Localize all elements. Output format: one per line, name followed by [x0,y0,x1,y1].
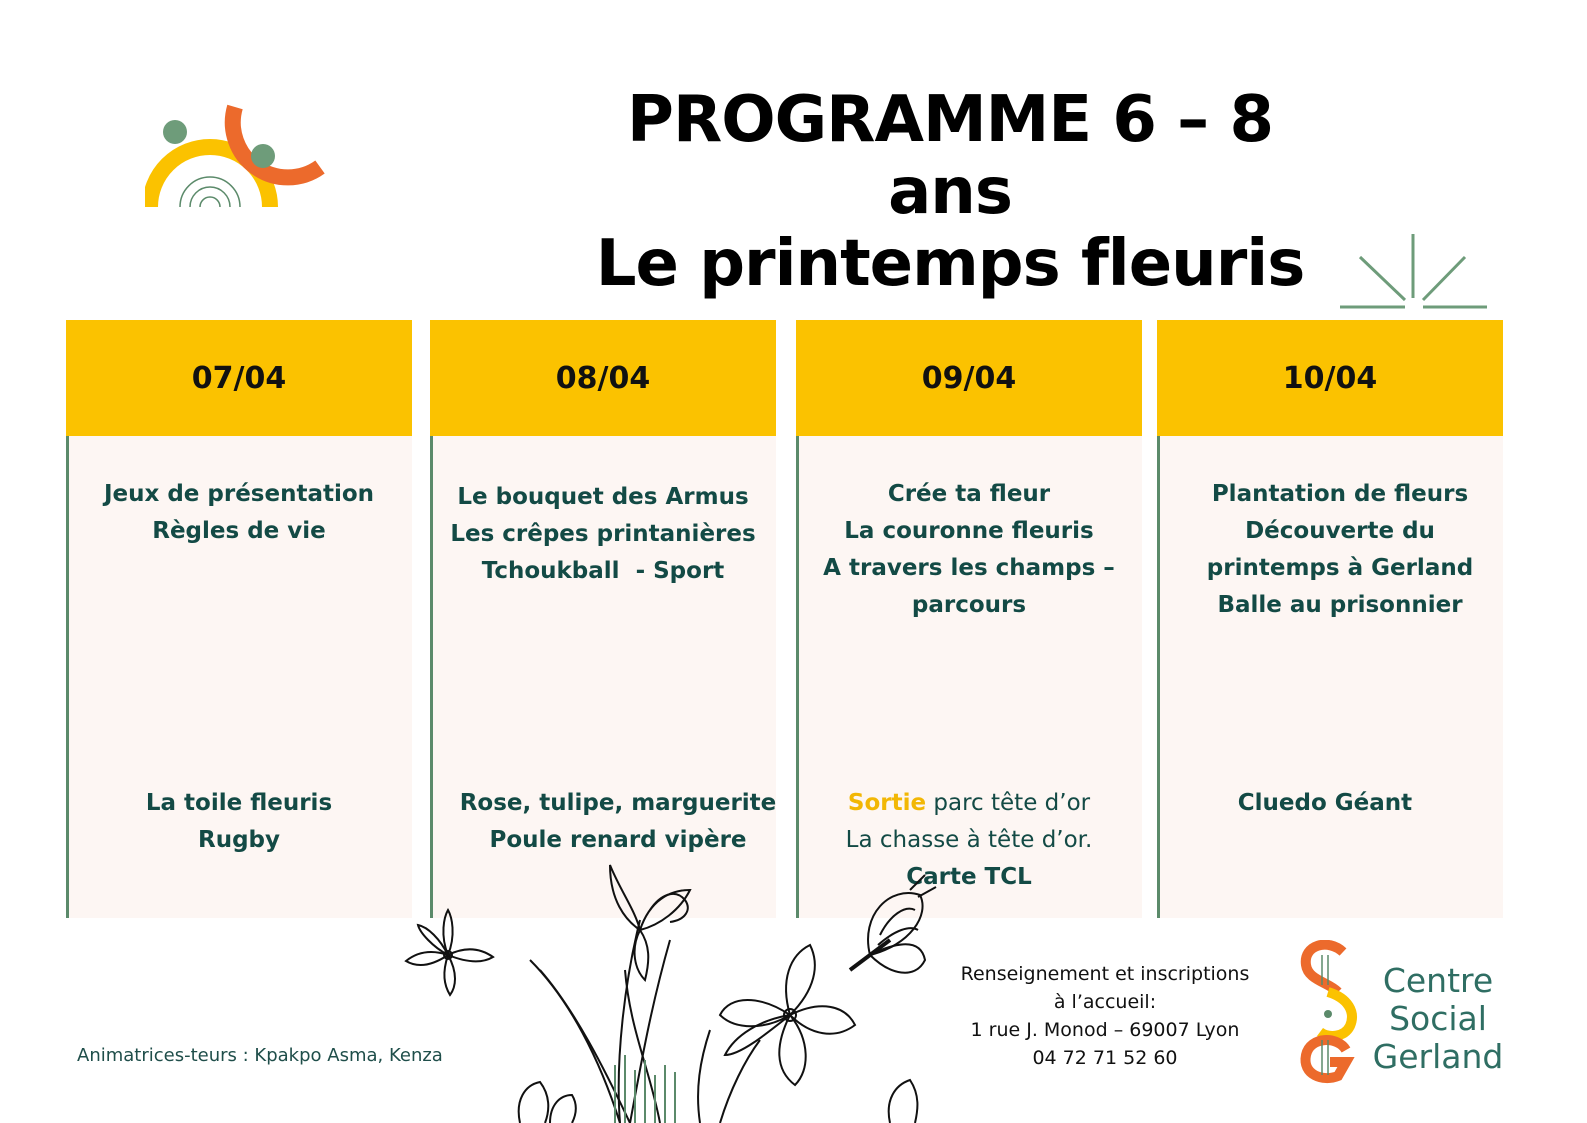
activity: printemps à Gerland [1206,555,1474,581]
activity: Carte TCL [906,864,1032,890]
column-divider [430,436,433,918]
day-date: 09/04 [796,320,1142,436]
column-divider [796,436,799,918]
morning-activities [1177,476,1503,624]
day-column-1 [66,320,412,918]
centre-social-gerland-logo-icon [1298,940,1358,1085]
morning-activities [806,476,1132,624]
activity: Poule renard vipère [489,827,747,853]
column-divider [66,436,69,918]
activity: Les crêpes printanières [450,521,756,547]
day-date: 07/04 [66,320,412,436]
phone: 04 72 71 52 60 [1032,1047,1178,1069]
activity: Cluedo Géant [1237,790,1413,816]
contact-info [945,960,1265,1072]
day-date: 10/04 [1157,320,1503,436]
activity: La toile fleuris [145,790,333,816]
title-line-2: Le printemps fleuris [595,227,1305,301]
day-date: 08/04 [430,320,776,436]
activity: Plantation de fleurs [1211,481,1469,507]
activity: Le bouquet des Armus [457,484,749,510]
day-column-3 [796,320,1142,918]
people-arc-logo-icon [145,95,335,215]
day-column-2 [430,320,776,918]
activity: A travers les champs – [823,555,1115,581]
organization-name [1368,962,1508,1076]
morning-activities [440,479,766,590]
activity: Crée ta fleur [887,481,1051,507]
activity: parcours [911,592,1027,618]
page-title [560,84,1340,300]
afternoon-activities [76,785,402,859]
org-line: Centre [1382,961,1494,1000]
org-line: Gerland [1372,1037,1504,1076]
info-line: à l’accueil: [1053,991,1157,1013]
activity: Rose, tulipe, marguerite [459,790,777,816]
activity: La couronne fleuris [844,518,1094,544]
outing-place: parc tête d’or [926,790,1091,816]
activity: Découverte du [1245,518,1435,544]
activity: Balle au prisonnier [1217,592,1463,618]
outing-label: Sortie [847,790,927,816]
morning-activities [76,476,402,550]
activity [806,785,1132,822]
activity: La chasse à tête d’or. [845,827,1093,853]
address: 1 rue J. Monod – 69007 Lyon [970,1019,1240,1041]
afternoon-activities [450,785,786,859]
activity: Tchoukball - Sport [481,558,725,584]
flower-butterfly-illustration [400,860,960,1123]
title-line-1: PROGRAMME 6 – 8 ans [627,83,1273,229]
column-divider [1157,436,1160,918]
activity: Règles de vie [152,518,326,544]
activity: Rugby [197,827,280,853]
afternoon-activities [1157,785,1493,822]
org-line: Social [1389,999,1487,1038]
sun-rays-icon [1335,232,1495,312]
day-column-4 [1157,320,1503,918]
activity: Jeux de présentation [103,481,375,507]
info-line: Renseignement et inscriptions [960,963,1250,985]
animators-credit: Animatrices-teurs : Kpakpo Asma, Kenza [77,1045,443,1066]
